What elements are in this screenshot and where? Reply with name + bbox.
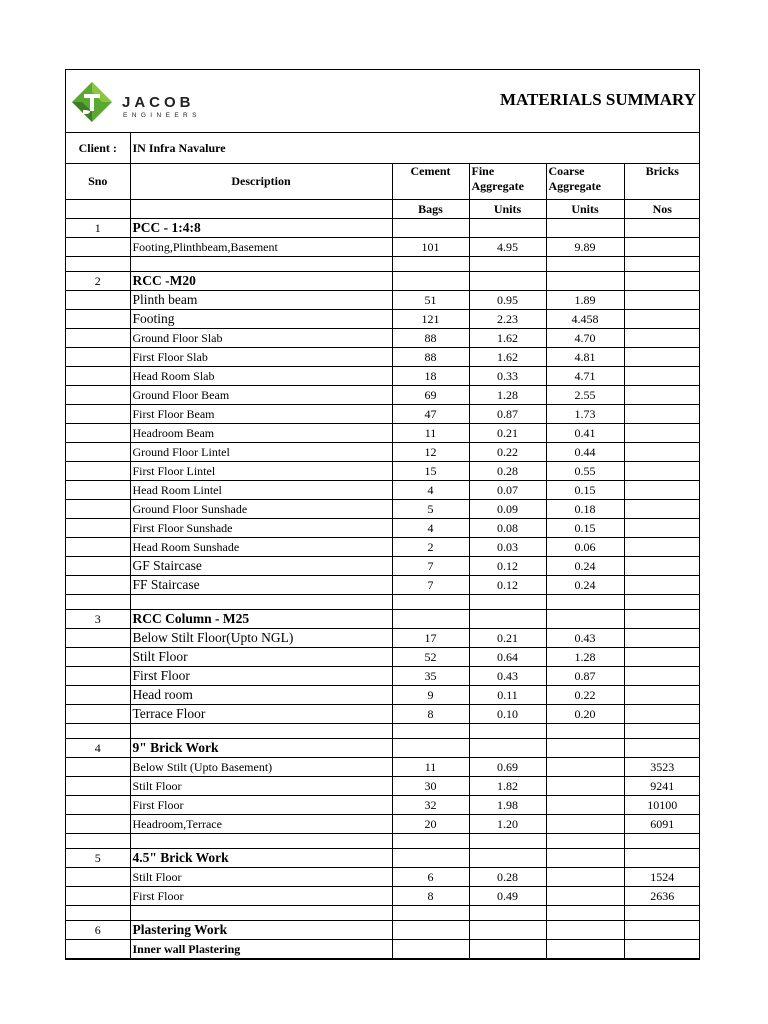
section-header-row xyxy=(66,219,700,238)
row-fine-aggregate xyxy=(469,940,546,959)
row-coarse-aggregate: 4.458 xyxy=(546,310,624,329)
table-row xyxy=(66,367,700,386)
row-coarse-aggregate: 0.22 xyxy=(546,686,624,705)
table-row xyxy=(66,500,700,519)
client-value: IN Infra Navalure xyxy=(130,133,700,164)
row-coarse-aggregate: 1.28 xyxy=(546,648,624,667)
logo-sub: ENGINEERS xyxy=(123,112,201,119)
table-row xyxy=(66,667,700,686)
row-bricks xyxy=(624,462,700,481)
row-coarse-aggregate: 0.06 xyxy=(546,538,624,557)
row-fine-aggregate: 0.10 xyxy=(469,705,546,724)
row-fine-aggregate: 0.95 xyxy=(469,291,546,310)
row-bricks: 9241 xyxy=(624,777,700,796)
row-cement: 32 xyxy=(392,796,469,815)
row-bricks xyxy=(624,667,700,686)
row-bricks: 6091 xyxy=(624,815,700,834)
row-cement: 8 xyxy=(392,705,469,724)
row-bricks xyxy=(624,519,700,538)
row-fine-aggregate: 0.08 xyxy=(469,519,546,538)
row-coarse-aggregate: 0.87 xyxy=(546,667,624,686)
table-row xyxy=(66,758,700,777)
row-bricks xyxy=(624,481,700,500)
section-header-row xyxy=(66,739,700,758)
table-row xyxy=(66,686,700,705)
units-row xyxy=(66,200,700,219)
section-sno: 5 xyxy=(66,849,130,868)
row-description: Plinth beam xyxy=(130,291,392,310)
section-header-row xyxy=(66,272,700,291)
table-row xyxy=(66,405,700,424)
row-fine-aggregate: 2.23 xyxy=(469,310,546,329)
row-cement: 69 xyxy=(392,386,469,405)
section-title: RCC Column - M25 xyxy=(130,610,392,629)
row-coarse-aggregate: 2.55 xyxy=(546,386,624,405)
row-bricks xyxy=(624,557,700,576)
unit-bricks: Nos xyxy=(624,200,700,219)
table-row xyxy=(66,796,700,815)
row-description: Below Stilt Floor(Upto NGL) xyxy=(130,629,392,648)
section-sno: 1 xyxy=(66,219,130,238)
col-cement: Cement xyxy=(392,164,469,200)
row-bricks: 10100 xyxy=(624,796,700,815)
row-cement: 88 xyxy=(392,329,469,348)
row-bricks xyxy=(624,405,700,424)
logo-name: JACOB xyxy=(122,94,195,111)
row-cement: 7 xyxy=(392,576,469,595)
row-description: First Floor xyxy=(130,887,392,906)
row-bricks xyxy=(624,686,700,705)
row-bricks: 3523 xyxy=(624,758,700,777)
row-coarse-aggregate xyxy=(546,796,624,815)
row-coarse-aggregate: 0.43 xyxy=(546,629,624,648)
section-title: PCC - 1:4:8 xyxy=(130,219,392,238)
row-description: First Floor Sunshade xyxy=(130,519,392,538)
section-header-row xyxy=(66,849,700,868)
row-bricks xyxy=(624,424,700,443)
spacer-row xyxy=(66,257,700,272)
col-description: Description xyxy=(130,164,392,200)
row-fine-aggregate: 4.95 xyxy=(469,238,546,257)
row-description: Head room xyxy=(130,686,392,705)
row-cement: 4 xyxy=(392,481,469,500)
row-bricks xyxy=(624,500,700,519)
row-coarse-aggregate xyxy=(546,815,624,834)
row-coarse-aggregate xyxy=(546,777,624,796)
row-fine-aggregate: 1.62 xyxy=(469,329,546,348)
sheet-header xyxy=(66,70,699,133)
row-fine-aggregate: 0.21 xyxy=(469,424,546,443)
section-sno: 4 xyxy=(66,739,130,758)
row-cement: 8 xyxy=(392,887,469,906)
table-row xyxy=(66,557,700,576)
row-cement: 121 xyxy=(392,310,469,329)
row-description: GF Staircase xyxy=(130,557,392,576)
table-row xyxy=(66,777,700,796)
row-coarse-aggregate: 0.41 xyxy=(546,424,624,443)
spacer-row xyxy=(66,724,700,739)
row-description: First Floor xyxy=(130,667,392,686)
row-description: Footing xyxy=(130,310,392,329)
table-row xyxy=(66,310,700,329)
table-row xyxy=(66,462,700,481)
row-fine-aggregate: 0.22 xyxy=(469,443,546,462)
row-coarse-aggregate xyxy=(546,887,624,906)
row-bricks xyxy=(624,310,700,329)
materials-sheet xyxy=(65,69,700,960)
row-bricks xyxy=(624,940,700,959)
table-row xyxy=(66,629,700,648)
table-row xyxy=(66,576,700,595)
row-description: Ground Floor Beam xyxy=(130,386,392,405)
col-coarse-line1: Coarse xyxy=(548,164,585,178)
unit-fine: Units xyxy=(469,200,546,219)
row-cement: 7 xyxy=(392,557,469,576)
page-title: MATERIALS SUMMARY xyxy=(499,90,696,109)
materials-table xyxy=(66,133,700,959)
row-cement: 88 xyxy=(392,348,469,367)
section-sno: 6 xyxy=(66,921,130,940)
row-coarse-aggregate: 0.44 xyxy=(546,443,624,462)
row-fine-aggregate: 0.33 xyxy=(469,367,546,386)
table-row xyxy=(66,705,700,724)
row-fine-aggregate: 0.28 xyxy=(469,868,546,887)
row-cement: 2 xyxy=(392,538,469,557)
unit-coarse: Units xyxy=(546,200,624,219)
table-row xyxy=(66,291,700,310)
row-coarse-aggregate: 0.18 xyxy=(546,500,624,519)
section-header-row xyxy=(66,610,700,629)
row-coarse-aggregate: 4.70 xyxy=(546,329,624,348)
row-description: Head Room Sunshade xyxy=(130,538,392,557)
row-description: Ground Floor Lintel xyxy=(130,443,392,462)
row-bricks xyxy=(624,367,700,386)
row-fine-aggregate: 1.20 xyxy=(469,815,546,834)
table-row xyxy=(66,940,700,959)
row-fine-aggregate: 0.49 xyxy=(469,887,546,906)
row-coarse-aggregate: 0.24 xyxy=(546,557,624,576)
row-cement: 11 xyxy=(392,758,469,777)
row-fine-aggregate: 1.62 xyxy=(469,348,546,367)
row-bricks xyxy=(624,329,700,348)
row-fine-aggregate: 0.12 xyxy=(469,557,546,576)
table-row xyxy=(66,868,700,887)
row-bricks xyxy=(624,238,700,257)
row-coarse-aggregate: 1.89 xyxy=(546,291,624,310)
spacer-row xyxy=(66,906,700,921)
row-cement: 4 xyxy=(392,519,469,538)
client-row xyxy=(66,133,700,164)
row-coarse-aggregate: 0.55 xyxy=(546,462,624,481)
row-fine-aggregate: 0.64 xyxy=(469,648,546,667)
row-description: Headroom,Terrace xyxy=(130,815,392,834)
row-description: Ground Floor Sunshade xyxy=(130,500,392,519)
row-description: Stilt Floor xyxy=(130,868,392,887)
table-row xyxy=(66,386,700,405)
row-coarse-aggregate: 1.73 xyxy=(546,405,624,424)
table-row xyxy=(66,443,700,462)
row-fine-aggregate: 0.07 xyxy=(469,481,546,500)
row-fine-aggregate: 0.11 xyxy=(469,686,546,705)
row-bricks xyxy=(624,386,700,405)
row-description: FF Staircase xyxy=(130,576,392,595)
col-fine-line1: Fine xyxy=(471,164,495,178)
section-title: Plastering Work xyxy=(130,921,392,940)
row-coarse-aggregate xyxy=(546,868,624,887)
row-coarse-aggregate: 0.24 xyxy=(546,576,624,595)
row-cement: 35 xyxy=(392,667,469,686)
row-bricks xyxy=(624,576,700,595)
row-description: Terrace Floor xyxy=(130,705,392,724)
column-header-row xyxy=(66,164,700,200)
row-bricks xyxy=(624,291,700,310)
row-coarse-aggregate: 9.89 xyxy=(546,238,624,257)
row-cement: 52 xyxy=(392,648,469,667)
table-row xyxy=(66,519,700,538)
row-bricks xyxy=(624,443,700,462)
row-cement: 9 xyxy=(392,686,469,705)
row-description: Stilt Floor xyxy=(130,777,392,796)
row-cement: 11 xyxy=(392,424,469,443)
section-title: 4.5" Brick Work xyxy=(130,849,392,868)
row-coarse-aggregate: 0.15 xyxy=(546,519,624,538)
col-bricks: Bricks xyxy=(624,164,700,200)
table-row xyxy=(66,815,700,834)
spacer-row xyxy=(66,595,700,610)
row-cement: 51 xyxy=(392,291,469,310)
section-title: 9" Brick Work xyxy=(130,739,392,758)
row-description: Inner wall Plastering xyxy=(130,940,392,959)
row-bricks: 2636 xyxy=(624,887,700,906)
row-cement: 20 xyxy=(392,815,469,834)
table-row xyxy=(66,648,700,667)
row-description: First Floor Slab xyxy=(130,348,392,367)
row-cement: 6 xyxy=(392,868,469,887)
row-fine-aggregate: 0.03 xyxy=(469,538,546,557)
client-label: Client : xyxy=(66,133,130,164)
row-cement: 30 xyxy=(392,777,469,796)
unit-cement: Bags xyxy=(392,200,469,219)
row-description: First Floor xyxy=(130,796,392,815)
table-row xyxy=(66,329,700,348)
col-fine-line2: Aggregate xyxy=(471,179,524,193)
row-fine-aggregate: 0.09 xyxy=(469,500,546,519)
row-description: Below Stilt (Upto Basement) xyxy=(130,758,392,777)
row-cement xyxy=(392,940,469,959)
section-sno: 2 xyxy=(66,272,130,291)
row-description: First Floor Beam xyxy=(130,405,392,424)
row-bricks xyxy=(624,629,700,648)
row-bricks xyxy=(624,538,700,557)
row-coarse-aggregate: 4.71 xyxy=(546,367,624,386)
row-fine-aggregate: 1.98 xyxy=(469,796,546,815)
row-fine-aggregate: 1.82 xyxy=(469,777,546,796)
row-cement: 17 xyxy=(392,629,469,648)
row-description: First Floor Lintel xyxy=(130,462,392,481)
row-coarse-aggregate xyxy=(546,758,624,777)
table-row xyxy=(66,424,700,443)
row-cement: 12 xyxy=(392,443,469,462)
row-cement: 15 xyxy=(392,462,469,481)
row-coarse-aggregate: 0.15 xyxy=(546,481,624,500)
row-bricks: 1524 xyxy=(624,868,700,887)
row-cement: 5 xyxy=(392,500,469,519)
row-cement: 101 xyxy=(392,238,469,257)
row-cement: 47 xyxy=(392,405,469,424)
col-coarse-aggregate xyxy=(546,164,624,200)
row-fine-aggregate: 0.28 xyxy=(469,462,546,481)
col-coarse-line2: Aggregate xyxy=(548,179,601,193)
row-fine-aggregate: 0.69 xyxy=(469,758,546,777)
row-description: Head Room Lintel xyxy=(130,481,392,500)
row-coarse-aggregate: 4.81 xyxy=(546,348,624,367)
row-description: Head Room Slab xyxy=(130,367,392,386)
section-title: RCC -M20 xyxy=(130,272,392,291)
col-fine-aggregate xyxy=(469,164,546,200)
row-bricks xyxy=(624,348,700,367)
row-description: Headroom Beam xyxy=(130,424,392,443)
jacob-engineers-logo xyxy=(70,80,220,124)
row-fine-aggregate: 0.43 xyxy=(469,667,546,686)
row-bricks xyxy=(624,705,700,724)
row-description: Footing,Plinthbeam,Basement xyxy=(130,238,392,257)
row-fine-aggregate: 0.87 xyxy=(469,405,546,424)
table-row xyxy=(66,538,700,557)
section-sno: 3 xyxy=(66,610,130,629)
row-coarse-aggregate xyxy=(546,940,624,959)
row-fine-aggregate: 0.12 xyxy=(469,576,546,595)
row-cement: 18 xyxy=(392,367,469,386)
table-row xyxy=(66,348,700,367)
row-fine-aggregate: 1.28 xyxy=(469,386,546,405)
section-header-row xyxy=(66,921,700,940)
table-row xyxy=(66,481,700,500)
table-row xyxy=(66,887,700,906)
row-description: Ground Floor Slab xyxy=(130,329,392,348)
table-row xyxy=(66,238,700,257)
row-description: Stilt Floor xyxy=(130,648,392,667)
row-bricks xyxy=(624,648,700,667)
col-sno: Sno xyxy=(66,164,130,200)
row-coarse-aggregate: 0.20 xyxy=(546,705,624,724)
row-fine-aggregate: 0.21 xyxy=(469,629,546,648)
spacer-row xyxy=(66,834,700,849)
